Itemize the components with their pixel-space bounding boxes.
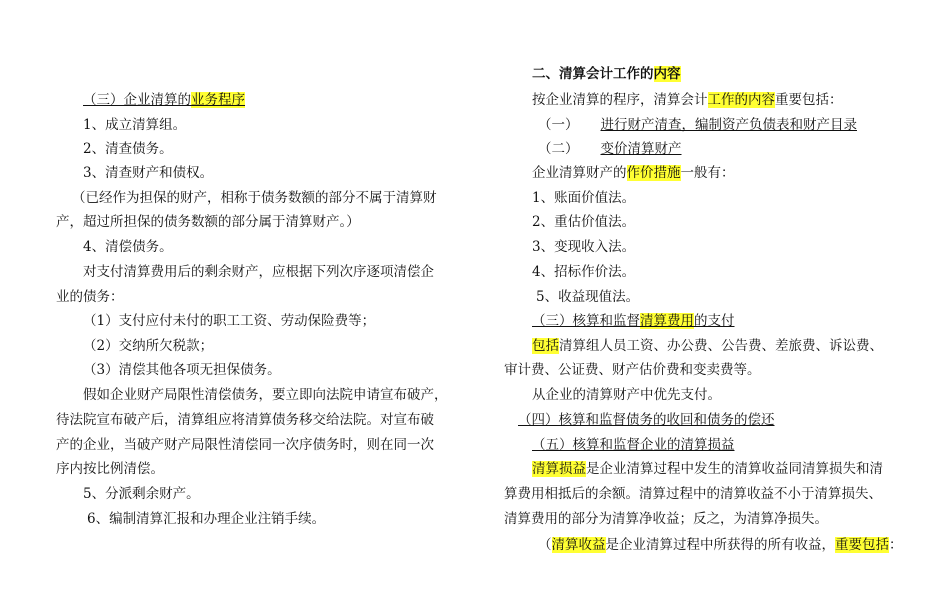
paragraph-line: 待法院宣布破产后，清算组应将清算债务移交给法院。对宣布破 bbox=[56, 412, 434, 428]
measure-text: 企业清算财产的 bbox=[532, 165, 627, 181]
income-text: （ bbox=[538, 537, 552, 553]
step-line: 3、清查财产和债权。 bbox=[83, 165, 214, 181]
content-item-2 bbox=[538, 140, 682, 158]
method-line: 5、收益现值法。 bbox=[536, 289, 640, 305]
pl-highlight: 清算损益 bbox=[532, 461, 586, 477]
fee-highlight: 包括 bbox=[532, 338, 559, 354]
pl-text: 是企业清算过程中发生的清算收益同清算损失和清 bbox=[586, 461, 883, 477]
item-highlight: 清算费用 bbox=[640, 313, 694, 329]
method-line: 1、账面价值法。 bbox=[532, 190, 636, 206]
paragraph-line: 对支付清算费用后的剩余财产，应根据下列次序逐项清偿企 bbox=[83, 264, 434, 280]
heading-text: （三）企业清算的 bbox=[83, 92, 191, 108]
measure-text-end: 一般有： bbox=[680, 165, 735, 181]
intro-line bbox=[532, 91, 843, 109]
title-highlight: 内容 bbox=[653, 66, 681, 82]
item-number: （一） bbox=[538, 117, 579, 133]
heading-highlight: 业务程序 bbox=[191, 92, 245, 108]
content-item-1 bbox=[538, 116, 857, 134]
paragraph-line: 假如企业财产局限性清偿债务，要立即向法院申请宣布破产， bbox=[83, 387, 448, 403]
intro-text: 按企业清算的程序，清算会计 bbox=[532, 92, 708, 108]
intro-highlight: 工作的内容 bbox=[707, 92, 775, 108]
fee-line: 审计费、公证费、财产估价费和变卖费等。 bbox=[504, 362, 761, 378]
paragraph-line: 序内按比例清偿。 bbox=[56, 461, 164, 477]
paragraph-line: 业的债务： bbox=[56, 289, 124, 305]
page-title bbox=[532, 65, 681, 83]
step-line: 6、编制清算汇报和办理企业注销手续。 bbox=[87, 511, 326, 527]
fee-text: 清算组人员工资、办公费、公告费、差旅费、诉讼费、 bbox=[559, 338, 883, 354]
method-line: 4、招标作价法。 bbox=[532, 264, 636, 280]
item-text-end: 的支付 bbox=[694, 313, 735, 329]
intro-text-end: 重要包括： bbox=[775, 92, 843, 108]
item-text: 变价清算财产 bbox=[600, 141, 682, 157]
measure-intro bbox=[532, 164, 735, 182]
paragraph-line: 产的企业，当破产财产局限性清偿同一次序债务时，则在同一次 bbox=[56, 437, 434, 453]
income-highlight-2: 重要包括 bbox=[835, 537, 889, 553]
step-line: 2、清查债务。 bbox=[83, 141, 173, 157]
income-text-end: ： bbox=[889, 537, 903, 553]
content-item-3 bbox=[532, 312, 735, 330]
fee-line: 从企业的清算财产中优先支付。 bbox=[532, 387, 721, 403]
measure-highlight: 作价措施 bbox=[626, 165, 681, 181]
item-text: （五）核算和监督企业的清算损益 bbox=[532, 437, 735, 453]
step-line: 1、成立清算组。 bbox=[83, 117, 187, 133]
list-item: （3）清偿其他各项无担保债务。 bbox=[83, 362, 281, 378]
section-heading bbox=[83, 91, 245, 109]
paragraph-line: 产，超过所担保的债务数额的部分属于清算财产。） bbox=[56, 214, 360, 230]
item-number: （二） bbox=[538, 141, 579, 157]
income-line bbox=[538, 536, 903, 554]
step-line: 5、分派剩余财产。 bbox=[83, 486, 200, 502]
item-text: （三）核算和监督 bbox=[532, 313, 640, 329]
paragraph-line: （已经作为担保的财产，相称于债务数额的部分不属于清算财 bbox=[72, 190, 437, 206]
list-item: （1）支付应付未付的职工工资、劳动保险费等； bbox=[83, 313, 376, 329]
fee-line bbox=[532, 337, 883, 355]
method-line: 2、重估价值法。 bbox=[532, 214, 636, 230]
pl-line bbox=[532, 460, 883, 478]
income-text-mid: 是企业清算过程中所获得的所有收益， bbox=[605, 537, 835, 553]
list-item: （2）交纳所欠税款； bbox=[83, 338, 214, 354]
content-item-4: （四）核算和监督债务的收回和债务的偿还 bbox=[518, 412, 775, 428]
content-item-5 bbox=[504, 436, 735, 454]
pl-line: 清算费用的部分为清算净收益；反之，为清算净损失。 bbox=[504, 511, 828, 527]
income-highlight: 清算收益 bbox=[551, 537, 606, 553]
method-line: 3、变现收入法。 bbox=[532, 239, 636, 255]
pl-line: 算费用相抵后的余额。清算过程中的清算收益不小于清算损失、 bbox=[504, 486, 882, 502]
title-text: 二、清算会计工作的 bbox=[532, 66, 654, 82]
item-text: 进行财产清查，编制资产负债表和财产目录 bbox=[600, 117, 857, 133]
step-line: 4、清偿债务。 bbox=[83, 239, 173, 255]
